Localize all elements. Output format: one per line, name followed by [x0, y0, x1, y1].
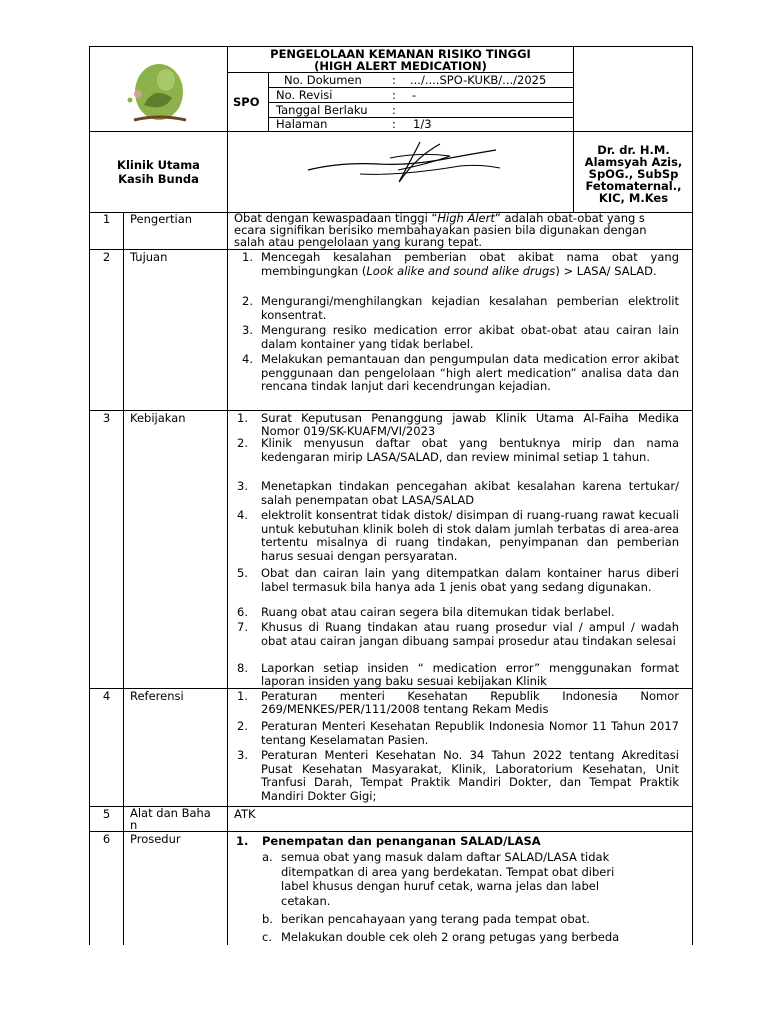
signature	[300, 136, 510, 188]
list-item: Ruang obat atau cairan segera bila ditemukan tidak berlabel.	[261, 605, 615, 619]
row-label: n	[130, 818, 138, 832]
procedure-heading-number: 1.	[236, 834, 249, 848]
grid-line	[89, 131, 693, 132]
list-number: 4.	[242, 352, 253, 366]
list-item: Melakukan pemantauan dan pengumpulan data medication error akibat penggunaan dan pengelolaan “high alert medication” analisa data dan rencana tindak lanjut dari kecendrungan kejadian.	[261, 352, 679, 394]
signer-name: SpOG., SubSp	[588, 167, 679, 181]
document-subtitle: (HIGH ALERT MEDICATION)	[314, 59, 487, 73]
procedure-letter: b.	[262, 912, 273, 926]
list-number: 3.	[237, 748, 248, 762]
row-value: ATK	[234, 807, 256, 821]
definition-text: salah atau pengelolaan yang kurang tepat.	[234, 235, 483, 249]
row-number: 5	[102, 807, 111, 821]
procedure-heading: Penempatan dan penanganan SALAD/LASA	[262, 834, 541, 848]
clinic-name: Klinik Utama	[117, 158, 200, 172]
row-label: Tujuan	[130, 250, 168, 264]
row-number: 6	[102, 832, 111, 846]
list-number: 7.	[237, 620, 248, 634]
meta-sep: :	[392, 88, 396, 102]
list-number: 1.	[242, 250, 253, 264]
list-item: Mencegah kesalahan pemberian obat akibat nama obat yang membingungkan (Look alike and sound alike drugs) > LASA/ SALAD.	[261, 250, 679, 278]
meta-value-halaman: 1/3	[413, 117, 432, 131]
list-item: Menetapkan tindakan pencegahan akibat kesalahan karena tertukar/ salah penempatan obat LASA/SALAD	[261, 479, 679, 507]
list-number: 2.	[237, 436, 248, 450]
meta-label-revisi: No. Revisi	[276, 88, 333, 102]
list-item: Mengurangi/menghilangkan kejadian kesalahan pemberian elektrolit konsentrat.	[261, 294, 679, 322]
list-number: 4.	[237, 508, 248, 522]
row-label: Referensi	[130, 689, 184, 703]
procedure-line: label khusus dengan huruf cetak, warna jelas dan label	[281, 879, 600, 893]
signer-name: Alamsyah Azis,	[584, 155, 683, 169]
list-item: elektrolit konsentrat tidak distok/ disimpan di ruang-ruang rawat kecuali untuk kebutuhan klinik boleh di stok dalam jumlah terbatas di area-area tertentu misalnya di ruang tindakan, penyimpanan dan pemberian harus sesuai dengan persyaratan.	[261, 508, 679, 563]
list-number: 3.	[242, 323, 253, 337]
row-number: 2	[102, 250, 111, 264]
spo-label: SPO	[233, 95, 260, 109]
row-label: Alat dan Baha	[130, 806, 211, 820]
row-number: 3	[102, 411, 111, 425]
signer-name: KIC, M.Kes	[598, 191, 669, 205]
list-number: 2.	[242, 294, 253, 308]
clinic-logo	[104, 50, 208, 126]
document-title: PENGELOLAAN KEMANAN RISIKO TINGGI	[270, 47, 531, 61]
procedure-line: Melakukan double cek oleh 2 orang petugas yang berbeda	[281, 930, 620, 944]
meta-sep: :	[392, 73, 396, 87]
list-item: Obat dan cairan lain yang ditempatkan dalam kontainer harus diberi label termasuk bila hanya ada 1 jenis obat yang sedang digunakan.	[261, 566, 679, 594]
signer-name: Fetomaternal.,	[585, 179, 682, 193]
list-number: 5.	[237, 566, 248, 580]
list-item: Mengurang resiko medication error akibat obat-obat atau cairan lain dalam kontainer yang tidak berlabel.	[261, 323, 679, 351]
row-label: Prosedur	[130, 832, 181, 846]
list-number: 3.	[237, 479, 248, 493]
list-number: 1.	[237, 689, 248, 703]
meta-sep: :	[392, 117, 396, 131]
list-number: 6.	[237, 605, 248, 619]
definition-text: Obat dengan kewaspadaan tinggi “High Alert” adalah obat-obat yang s	[234, 211, 645, 225]
procedure-line: ditempatkan di area yang berdekatan. Tempat obat diberi	[281, 865, 615, 879]
definition-text: ecara signifikan berisiko membahayakan pasien bila digunakan dengan	[234, 223, 647, 237]
clinic-name: Kasih Bunda	[118, 172, 199, 186]
list-item: Klinik menyusun daftar obat yang bentuknya mirip dan nama kedengaran mirip LASA/SALAD, dan review minimal setiap 1 tahun.	[261, 436, 679, 464]
list-item: Khusus di Ruang tindakan atau ruang prosedur vial / ampul / wadah obat atau cairan jangan dibuang sampai prosedur atau tindakan selesai	[261, 620, 679, 648]
list-item: Peraturan menteri Kesehatan Republik Indonesia Nomor 269/MENKES/PER/111/2008 tentang Rekam Medis	[261, 689, 679, 716]
procedure-line: cetakan.	[281, 894, 331, 908]
grid-line	[227, 46, 228, 945]
row-label: Pengertian	[130, 212, 193, 226]
procedure-letter: a.	[262, 850, 273, 864]
list-number: 2.	[237, 719, 248, 733]
procedure-line: berikan pencahayaan yang terang pada tempat obat.	[281, 912, 590, 926]
list-item: Surat Keputusan Penanggung jawab Klinik Utama Al-Faiha Medika Nomor 019/SK-KUAFM/VI/2023	[261, 411, 679, 438]
meta-label-dokumen: No. Dokumen	[284, 73, 362, 87]
row-number: 4	[102, 689, 111, 703]
signer-name: Dr. dr. H.M.	[597, 143, 670, 157]
procedure-letter: c.	[262, 930, 272, 944]
row-label: Kebijakan	[130, 411, 186, 425]
meta-label-tanggal: Tanggal Berlaku	[276, 103, 368, 117]
row-number: 1	[102, 212, 111, 226]
procedure-line: semua obat yang masuk dalam daftar SALAD/LASA tidak	[281, 850, 610, 864]
list-item: Laporkan setiap insiden “ medication error” menggunakan format laporan insiden yang baku sesuai kebijakan Klinik	[261, 661, 679, 688]
meta-sep: :	[392, 103, 396, 117]
list-item: Peraturan Menteri Kesehatan Republik Indonesia Nomor 11 Tahun 2017 tentang Keselamatan Pasien.	[261, 719, 679, 747]
meta-value-revisi: -	[412, 88, 417, 102]
list-number: 8.	[237, 661, 248, 675]
meta-value-dokumen: .../....SPO-KUKB/.../2025	[410, 73, 547, 87]
grid-line	[123, 212, 124, 945]
meta-label-halaman: Halaman	[276, 117, 328, 131]
list-number: 1.	[237, 411, 248, 425]
list-item: Peraturan Menteri Kesehatan No. 34 Tahun 2022 tentang Akreditasi Pusat Kesehatan Masyarakat, Klinik, Laboratorium Kesehatan, Unit Tranfusi Darah, Tempat Praktik Mandiri Dokter, dan Tempat Praktik Mandiri Dokter Gigi;	[261, 748, 679, 803]
